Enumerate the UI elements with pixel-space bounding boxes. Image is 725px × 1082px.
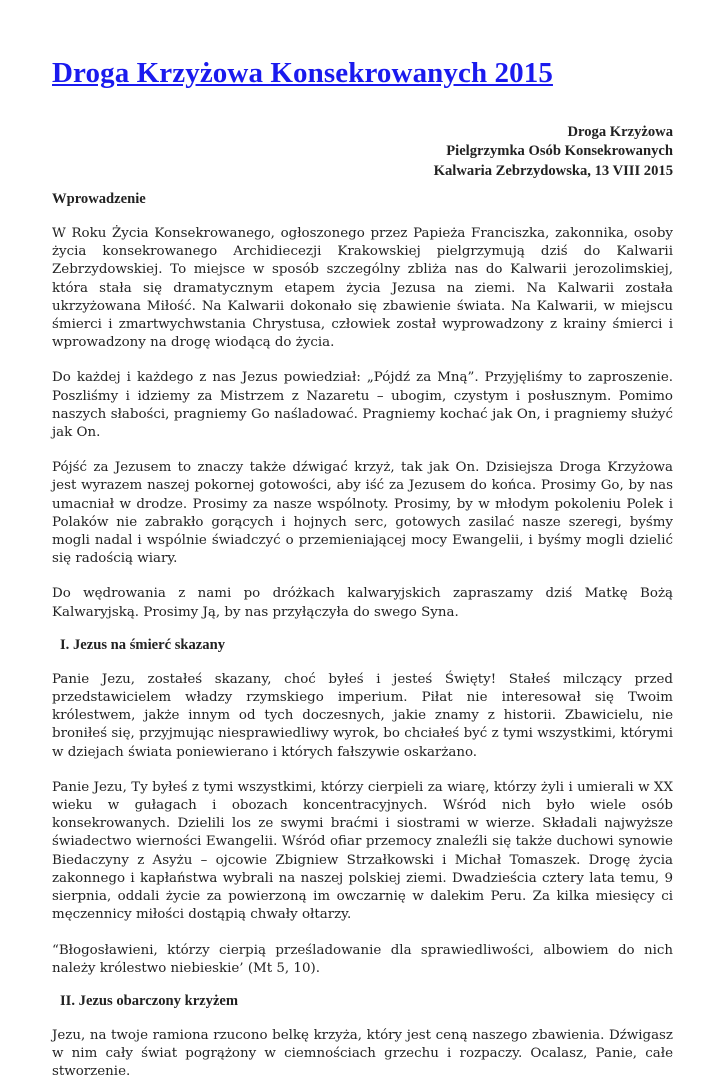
station-heading-2: II. Jezus obarczony krzyżem bbox=[60, 992, 239, 1009]
station-1-paragraph: “Błogosławieni, którzy cierpią prześladowanie dla sprawiedliwości, albowiem do nich należy królestwo niebieskie’ (Mt 5, 10). bbox=[52, 942, 673, 976]
intro-paragraph: W Roku Życia Konsekrowanego, ogłoszonego przez Papieża Franciszka, zakonnika, osoby życia konsekrowanego Archidiecezji Krakowskiej pielgrzymują dziś do Kalwarii Zebrzydowskiej. To miejsce w sposób szczególny zbliża nas do Kalwarii jerozolimskiej, która stała się dramatycznym etapem życia Jezusa na ziemi. Na Kalwarii została ukrzyżowana Miłość. Na Kalwarii dokonało się zbawienie świata. Na Kalwarii, w miejscu śmierci i zmartwychwstania Chrystusa, człowiek został wyprowadzony z krainy śmierci i wprowadzony na drogę wiodącą do życia. bbox=[52, 226, 673, 351]
header-line-3: Kalwaria Zebrzydowska, 13 VIII 2015 bbox=[433, 162, 673, 179]
document-body bbox=[52, 190, 673, 1082]
station-1-paragraph: Panie Jezu, zostałeś skazany, choć byłeś i jesteś Święty! Stałeś milczący przed przedstawicielem władzy rzymskiego imperium. Piłat nie interesował się Twoim królestwem, jakże innym od tych doczesnych, jakie znamy z historii. Zbawicielu, nie broniłeś się, przyjmując niesprawiedliwy wyrok, bo chciałeś być z tymi wszystkimi, którymi w dziejach świata poniewierano i których fałszywie oskarżano. bbox=[52, 671, 673, 760]
station-1-paragraph: Panie Jezu, Ty byłeś z tymi wszystkimi, którzy cierpieli za wiarę, którzy żyli i umierali w XX wieku w gułagach i obozach koncentracyjnych. Wśród nich było wiele osób konsekrowanych. Dzielili los ze swymi braćmi i siostrami w wierze. Składali najwyższe świadectwo wierności Ewangelii. Wśród ofiar przemocy znaleźli się także duchowi synowie Biedaczyny z Asyżu – ojcowie Zbigniew Strzałkowski i Michał Tomaszek. Drogę życia zakonnego i kapłaństwa wybrali na naszej polskiej ziemi. Dwadzieścia cztery lata temu, 9 sierpnia, oddali życie za powierzoną im owczarnię w dalekim Peru. Za kilka miesięcy ci męczennicy miłości dostąpią chwały ołtarzy. bbox=[52, 779, 673, 923]
intro-paragraph: Pójść za Jezusem to znaczy także dźwigać krzyż, tak jak On. Dzisiejsza Droga Krzyżowa jest wyrazem naszej pokornej gotowości, aby iść za Jezusem do końca. Prosimy Go, by nas umacniał w drodze. Prosimy za nasze wspólnoty. Prosimy, by w młodym pokoleniu Polek i Polaków nie zabrakło gorących i hojnych serc, gotowych zasilać nasze szeregi, byśmy mogli nadal i wspólnie świadczyć o przemieniającej mocy Ewangelii, i byśmy mogli dzielić się radością wiary. bbox=[52, 460, 673, 567]
station-2-paragraph: Jezu, na twoje ramiona rzucono belkę krzyża, który jest ceną naszego zbawienia. Dźwigasz w nim cały świat pogrążony w ciemnościach grzechu i rozpaczy. Ocalasz, Panie, całe stworzenie. bbox=[52, 1027, 673, 1080]
header-line-2: Pielgrzymka Osób Konsekrowanych bbox=[446, 143, 673, 160]
document-title-link[interactable]: Droga Krzyżowa Konsekrowanych 2015 bbox=[52, 57, 553, 89]
section-heading-intro: Wprowadzenie bbox=[52, 191, 146, 207]
header-line-1: Droga Krzyżowa bbox=[567, 124, 673, 140]
intro-paragraph: Do wędrowania z nami po dróżkach kalwaryjskich zapraszamy dziś Matkę Bożą Kalwaryjską. Prosimy Ją, by nas przyłączyła do swego Syna. bbox=[52, 586, 673, 620]
station-heading-1: I. Jezus na śmierć skazany bbox=[60, 636, 225, 653]
event-header bbox=[434, 123, 673, 181]
intro-paragraph: Do każdej i każdego z nas Jezus powiedział: „Pójdź za Mną”. Przyjęliśmy to zaproszenie. Poszliśmy i idziemy za Mistrzem z Nazaretu – ubogim, czystym i posłusznym. Pomimo naszych słabości, pragniemy Go naśladować. Pragniemy kochać jak On, i pragniemy służyć jak On. bbox=[52, 370, 673, 441]
